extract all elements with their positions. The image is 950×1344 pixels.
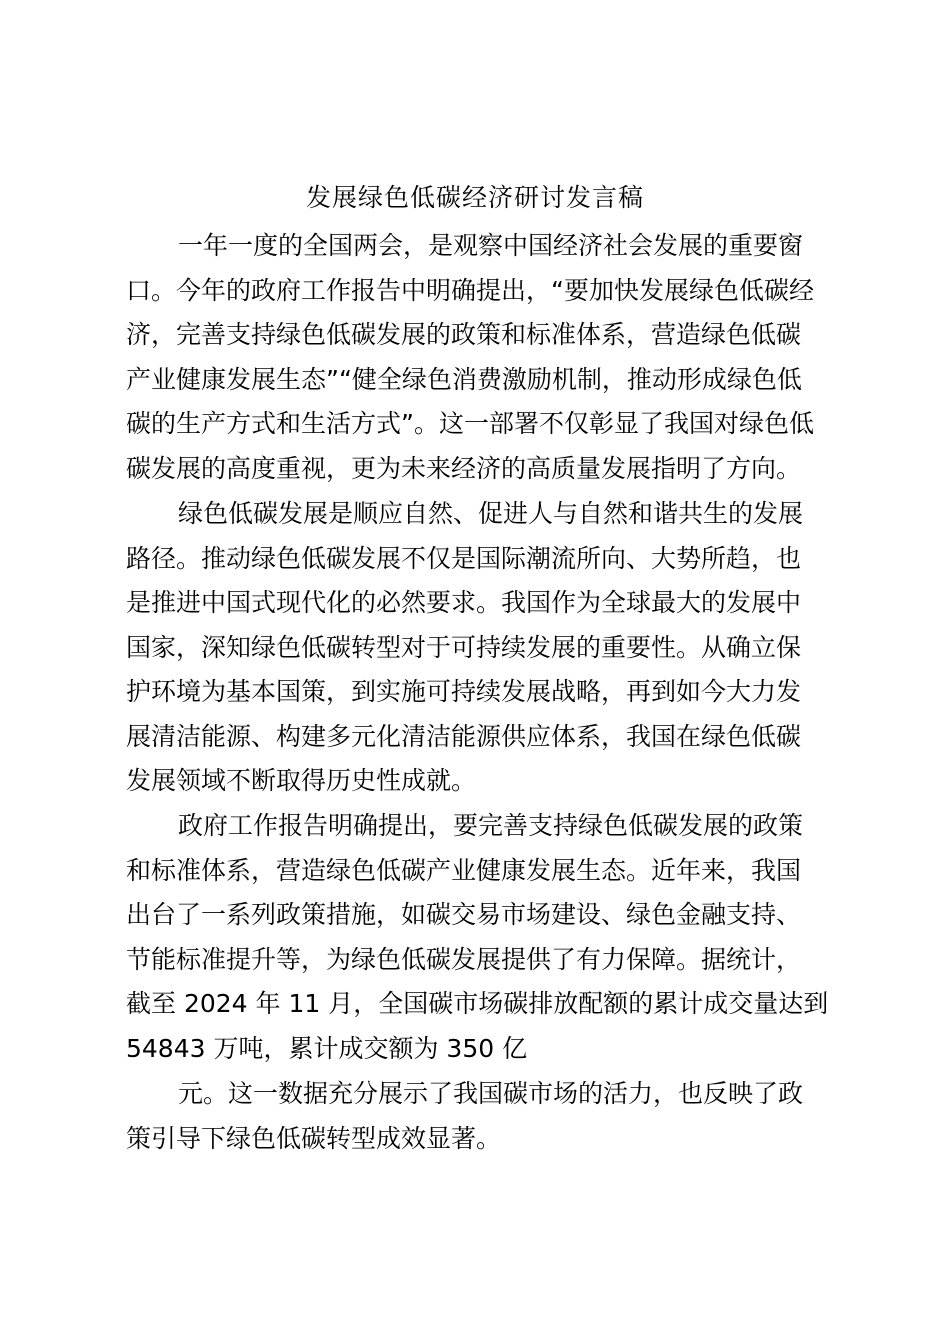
paragraph-line: 截至 2024 年 11 月，全国碳市场碳排放配额的累计成交量达到 bbox=[126, 989, 829, 1018]
paragraph-line: 碳发展的高度重视，更为未来经济的高质量发展指明了方向。 bbox=[126, 453, 802, 483]
document-title: 发展绿色低碳经济研讨发言稿 bbox=[305, 183, 644, 212]
paragraph-line: 策引导下绿色低碳转型成效显著。 bbox=[126, 1123, 502, 1153]
paragraph-line: 节能标准提升等，为绿色低碳发展提供了有力保障。据统计， bbox=[126, 944, 802, 974]
paragraph-line: 绿色低碳发展是顺应自然、促进人与自然和谐共生的发展 bbox=[178, 499, 804, 528]
paragraph-line: 国家，深知绿色低碳转型对于可持续发展的重要性。从确立保 bbox=[126, 632, 802, 662]
paragraph-line: 路径。推动绿色低碳发展不仅是国际潮流所向、大势所趋，也 bbox=[126, 543, 802, 573]
paragraph-line: 是推进中国式现代化的必然要求。我国作为全球最大的发展中 bbox=[126, 588, 802, 617]
paragraph-line: 碳的生产方式和生活方式”。这一部署不仅彰显了我国对绿色低 bbox=[126, 409, 814, 438]
paragraph-line: 政府工作报告明确提出，要完善支持绿色低碳发展的政策 bbox=[178, 811, 804, 840]
paragraph-2 bbox=[126, 492, 838, 804]
paragraph-4 bbox=[126, 1072, 838, 1161]
paragraph-line: 口。今年的政府工作报告中明确提出，“要加快发展绿色低碳经 bbox=[126, 275, 814, 305]
paragraph-line: 出台了一系列政策措施，如碳交易市场建设、绿色金融支持、 bbox=[126, 900, 802, 929]
paragraph-1 bbox=[126, 224, 838, 491]
paragraph-line: 护环境为基本国策，到实施可持续发展战略，再到如今大力发 bbox=[126, 677, 802, 706]
paragraph-line: 54843 万吨，累计成交额为 350 亿 bbox=[126, 1033, 528, 1063]
paragraph-3 bbox=[126, 804, 838, 1071]
paragraph-line: 和标准体系，营造绿色低碳产业健康发展生态。近年来，我国 bbox=[126, 855, 802, 885]
paragraph-line: 济，完善支持绿色低碳发展的政策和标准体系，营造绿色低碳 bbox=[126, 320, 802, 349]
paragraph-line: 一年一度的全国两会，是观察中国经济社会发展的重要窗 bbox=[178, 231, 804, 260]
paragraph-line: 展清洁能源、构建多元化清洁能源供应体系，我国在绿色低碳 bbox=[126, 721, 802, 751]
paragraph-line: 发展领域不断取得历史性成就。 bbox=[126, 766, 477, 795]
paragraph-line: 元。这一数据充分展示了我国碳市场的活力，也反映了政 bbox=[178, 1079, 804, 1108]
paragraph-line: 产业健康发展生态”“健全绿色消费激励机制，推动形成绿色低 bbox=[126, 364, 802, 394]
